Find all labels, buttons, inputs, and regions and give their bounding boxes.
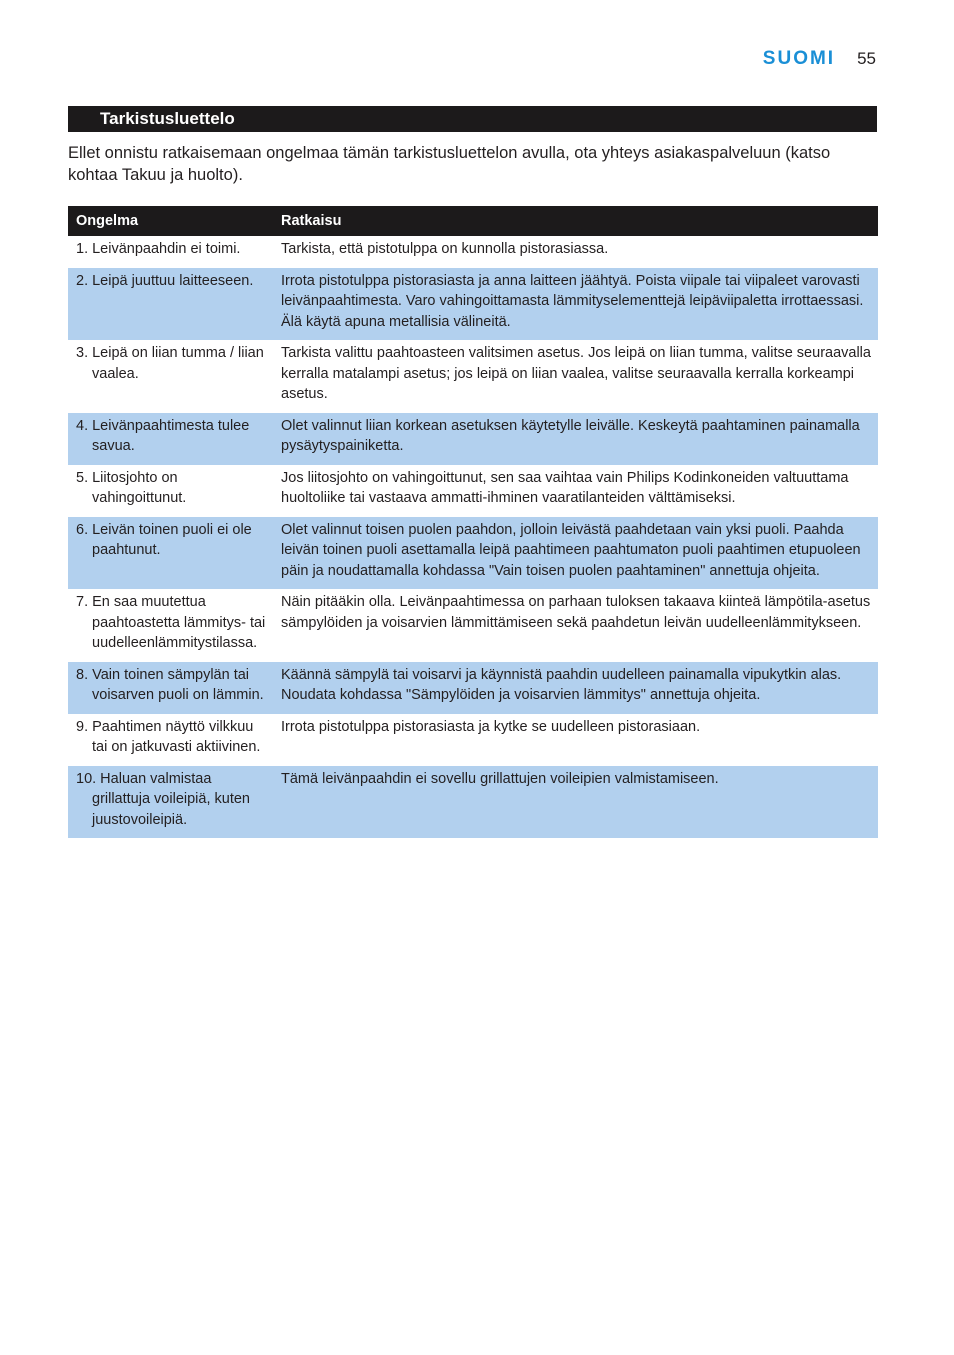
table-row — [68, 714, 878, 766]
solution-cell: Irrota pistotulppa pistorasiasta ja anna laitteen jäähtyä. Poista viipale tai viipaleet varovasti leivänpaahtimesta. Varo vahingoittamasta lämmityselementtejä leipäviipaletta irrottaessasi. Älä käytä apuna metallisia välineitä. — [281, 272, 864, 330]
problem-cell — [68, 589, 271, 662]
language-label: SUOMI — [762, 48, 836, 69]
problem-cell — [68, 413, 271, 465]
problem-cell — [68, 268, 271, 341]
table-row — [68, 517, 878, 590]
section-title: Tarkistusluettelo — [100, 109, 235, 128]
problem-text: 9. Paahtimen näyttö vilkkuu tai on jatkuvasti aktiivinen. — [76, 718, 261, 755]
solution-cell: Tarkista, että pistotulppa on kunnolla pistorasiassa. — [281, 241, 609, 257]
column-header-solution: Ratkaisu — [281, 212, 342, 229]
solution-cell: Tarkista valittu paahtoasteen valitsimen asetus. Jos leipä on liian tumma, valitse seuraavalla kerralla matalampi asetus; jos leipä on liian vaalea, valitse seuraavalla kerralla korkeampi asetus. — [281, 345, 871, 402]
table-row — [68, 766, 878, 839]
problem-cell — [68, 662, 271, 714]
table-row — [68, 662, 878, 714]
problem-text: 10. Haluan valmistaa grillattuja voileipiä, kuten juustovoileipiä. — [76, 770, 250, 828]
solution-cell: Tämä leivänpaahdin ei sovellu grillattujen voileipien valmistamiseen. — [281, 770, 719, 787]
solution-cell: Näin pitääkin olla. Leivänpaahtimessa on parhaan tuloksen takaava kiinteä lämpötila-asetus sämpylöiden ja voisarvien lämmittämiseen sekä paahdetun leivän uudelleenlämmitykseen. — [281, 594, 871, 631]
table-row — [68, 465, 878, 517]
problem-text: 6. Leivän toinen puoli ei ole paahtunut. — [76, 521, 252, 558]
solution-cell: Irrota pistotulppa pistorasiasta ja kytke se uudelleen pistorasiaan. — [281, 718, 701, 735]
solution-cell: Olet valinnut liian korkean asetuksen käytetylle leivälle. Keskeytä paahtaminen painamalla pysäytyspainiketta. — [281, 417, 860, 454]
problem-cell — [68, 517, 271, 590]
problem-cell — [68, 236, 271, 268]
table-header-row — [68, 206, 878, 236]
problem-text: 3. Leipä on liian tumma / liian vaalea. — [76, 345, 264, 382]
column-header-problem: Ongelma — [76, 212, 139, 229]
page-header — [763, 48, 876, 70]
problem-text: 2. Leipä juuttuu laitteeseen. — [76, 272, 254, 289]
solution-cell: Olet valinnut toisen puolen paahdon, jolloin leivästä paahdetaan vain yksi puoli. Paahda leivän toinen puoli asettamalla leipä paahtimeen paahtumaton puoli paahtimen etupuoleen päin ja noudattamalla kohdassa "Vain toisen puolen paahtaminen" annettuja ohjeita. — [281, 521, 861, 579]
table-row — [68, 268, 878, 341]
intro-paragraph: Ellet onnistu ratkaisemaan ongelmaa tämän tarkistusluettelon avulla, ota yhteys asiakaspalveluun (katso kohtaa Takuu ja huolto). — [68, 144, 831, 184]
problem-text: 5. Liitosjohto on vahingoittunut. — [76, 469, 187, 506]
problem-text: 1. Leivänpaahdin ei toimi. — [76, 241, 241, 257]
problem-cell — [68, 465, 271, 517]
table-row — [68, 236, 878, 268]
problem-text: 8. Vain toinen sämpylän tai voisarven puoli on lämmin. — [76, 666, 264, 703]
problem-text: 4. Leivänpaahtimesta tulee savua. — [76, 417, 250, 454]
page-number: 55 — [857, 49, 876, 68]
problem-text: 7. En saa muutettua paahtoastetta lämmitys- tai uudelleenlämmitystilassa. — [76, 594, 266, 651]
problem-cell — [68, 340, 271, 413]
troubleshooting-table — [68, 206, 878, 838]
section-title-bar — [68, 106, 877, 132]
table-row — [68, 413, 878, 465]
solution-cell: Käännä sämpylä tai voisarvi ja käynnistä paahdin uudelleen painamalla vipukytkin alas. Noudata kohdassa "Sämpylöiden ja voisarvien lämmitys" annettuja ohjeita. — [281, 666, 842, 703]
problem-cell — [68, 766, 271, 839]
table-row — [68, 340, 878, 413]
solution-cell: Jos liitosjohto on vahingoittunut, sen saa vaihtaa vain Philips Kodinkoneiden valtuuttama huoltoliike tai vastaava ammatti-ihminen vaaratilanteiden välttämiseksi. — [281, 469, 849, 506]
table-row — [68, 589, 878, 662]
problem-cell — [68, 714, 271, 766]
